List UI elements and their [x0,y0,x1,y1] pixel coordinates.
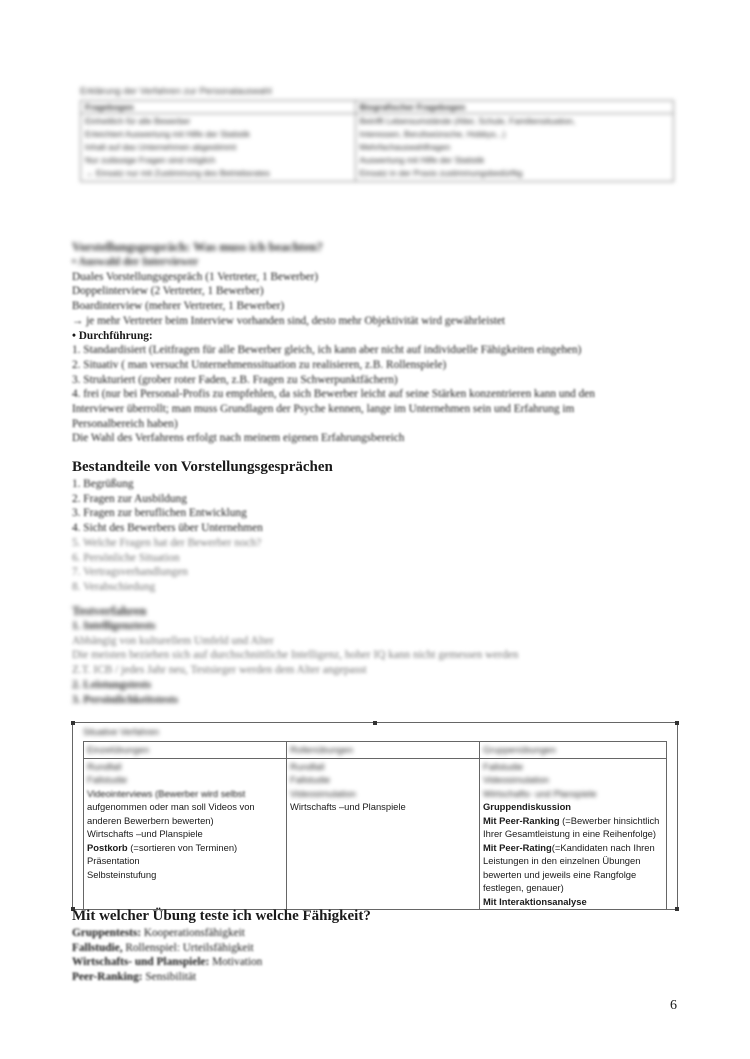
uebung-row [72,941,672,956]
uebung-label: Gruppentests: [72,927,142,939]
table-header: Fragebogen [81,101,356,114]
personalauswahl-table-block [80,86,674,182]
list-item: Videosimulation [290,787,357,799]
auswahl-heading: • Auswahl der Interviewer [72,256,199,268]
text-line: Boardinterview (mehrer Vertreter, 1 Bewerber) [72,300,285,313]
list-item: Mehrfachauswahlfragen [359,142,451,152]
durchfuehrung-heading: • Durchführung: [72,329,153,342]
list-item: 6. Persönliche Situation [72,551,180,564]
peer-rating-text: (=Kandidaten nach Ihren [551,841,655,853]
text-line: 3. Strukturiert (grober roter Faden, z.B. Fragen zu Schwerpunktfächern) [72,373,398,386]
table-cell [355,114,674,182]
list-item: 3. Fragen zur beruflichen Entwicklung [72,507,247,520]
list-item: 8. Verabschiedung [72,580,156,593]
list-item: Wirtschafts –und Planspiele [87,828,203,839]
uebung-row [72,926,672,941]
postkorb-text: (=sortieren von Terminen) [127,841,238,853]
intelligenz-heading: 1. Intelligenztests [72,620,156,632]
list-item: Videointerviews (Bewerber wird selbst [87,787,246,799]
table-header: Biografischer Fragebogen [355,101,674,114]
interview-section [72,239,672,446]
text-line: Doppelinterview (2 Vertreter, 1 Bewerber) [72,285,264,298]
list-item: aufgenommen oder man soll Videos von [87,801,255,812]
page-number: 6 [670,998,677,1013]
list-item: Rundfall [290,760,325,772]
situative-table [83,741,667,910]
table-header: Rollenübungen [287,742,480,759]
list-item: Wirtschafts- und Planspiele [483,787,597,799]
list-item: Inhalt auf das Unternehmen abgestimmt [85,142,237,152]
list-item: 5. Welche Fragen hat der Bewerber noch? [72,536,262,549]
list-item: Einheitlich für alle Bewerber [85,116,191,126]
bestandteile-heading: Bestandteile von Vorstellungsgesprächen [72,459,333,475]
text-line: 4. frei (nur bei Personal-Profis zu empfehlen, da sich Bewerber leicht auf seine Stärken konzentrieren kann und den [72,388,595,401]
list-item: Wirtschafts –und Planspiele [290,801,406,812]
situative-table-block [72,722,678,910]
list-item: → Einsatz nur mit Zustimmung des Betriebsrates [85,168,270,178]
uebung-value: Motivation [209,956,263,969]
table-caption: Situative Verfahren [83,727,160,737]
list-item: Rundfall [87,760,122,772]
uebung-section [72,907,672,985]
table-cell-gruppenuebungen [480,758,667,910]
uebung-heading: Mit welcher Übung teste ich welche Fähigkeit? [72,908,371,924]
personalauswahl-table [80,100,674,182]
table-header: Gruppenübungen [480,742,667,759]
list-item: Ihrer Gesamtleistung in eine Reihenfolge) [483,828,657,839]
list-item: Nur zulässige Fragen sind möglich [85,155,216,165]
list-item: Interessen, Berufswünsche, Hobbys...) [359,129,506,139]
peer-rating-label: Mit Peer-Rating [483,841,552,853]
uebung-row [72,955,672,970]
peer-ranking-text: (=Bewerber hinsichtlich [559,814,660,826]
text-line: Z.T. ICB / jedes Jahr neu, Testsieger werden dem Alter angepasst [72,664,367,677]
uebung-label: Wirtschafts- und Planspiele: [72,956,210,969]
text-line: Duales Vorstellungsgespräch (1 Vertreter, 1 Bewerber) [72,270,319,283]
peer-ranking-label: Mit Peer-Ranking [483,814,560,826]
list-item: Leistungen in den einzelnen Übungen [483,855,641,866]
table-cell [81,114,356,182]
list-item: Betrifft Lebensumstände (Alter, Schule, Familiensituation, [359,116,576,126]
postkorb-label: Postkorb [87,841,128,853]
persoenlichkeit-heading: 3. Persönlichkeitstests [72,693,179,706]
list-item: 2. Fragen zur Ausbildung [72,492,187,505]
list-item: anderen Bewerbern bewerten) [87,814,214,826]
list-item: Mit Interaktionsanalyse [483,895,587,907]
testverfahren-section [72,603,672,707]
list-item: bewerten und jeweils eine Rangfolge [483,868,637,880]
list-item: Auswertung mit Hilfe der Statistik [359,155,485,165]
list-item [483,814,663,828]
list-item: Erleichtert Auswertung mit Hilfe der Statistik [85,129,250,139]
table-caption: Erklärung der Verfahren zur Personalauswahl [80,86,272,97]
table-header: Einzelübungen [84,742,287,759]
list-item: 4. Sicht des Bewerbers über Unternehmen [72,522,263,535]
list-item: 7. Vertragsverhandlungen [72,566,188,579]
leistung-heading: 2. Leistungstests [72,678,152,691]
list-item [87,841,283,855]
text-line: Abhängig von kulturellem Umfeld und Alter [72,634,274,647]
list-item: Präsentation [87,855,140,866]
testverfahren-heading: Testverfahren [72,604,147,618]
text-line: Die meisten beziehen sich auf durchschnittliche Intelligenz, hoher IQ kann nicht gemessen werden [72,649,519,662]
uebung-value: Rollenspiel: Urteilsfähigkeit [122,941,254,954]
text-line: → je mehr Vertreter beim Interview vorhanden sind, desto mehr Objektivität wird gewährleistet [72,314,506,327]
list-item: Fallstudie [483,760,524,772]
list-item: Selbsteinstufung [87,868,157,880]
list-item: 1. Begrüßung [72,478,134,490]
list-item: Fallstudie [290,774,331,785]
interview-heading: Vorstellungsgespräch: Was muss ich beachten? [72,240,323,254]
text-line: Personalbereich haben) [72,417,178,430]
text-line: Interviewer überrollt; man muss Grundlagen der Psyche kennen, lange im Unternehmen sein und Erfahrung im [72,403,575,416]
list-item: Fallstudie [87,774,128,785]
uebung-value: Sensibilität [142,971,197,984]
list-item: Videosimulation [483,774,550,785]
text-line: 2. Situativ ( man versucht Unternehmenssituation zu realisieren, z.B. Rollenspiele) [72,358,447,371]
uebung-label: Fallstudie, [72,941,123,954]
list-item [483,841,663,855]
text-line: 1. Standardisiert (Leitfragen für alle Bewerber gleich, ich kann aber nicht auf individuelle Fähigkeiten eingehen) [72,344,582,357]
list-item: Einsatz in der Praxis zustimmungsbedürftig [359,168,523,178]
bestandteile-section [72,458,672,595]
uebung-value: Kooperationsfähigkeit [141,927,245,939]
table-cell-rollenuebungen [287,758,480,910]
table-cell-einzeluebungen [84,758,287,910]
uebung-row [72,970,672,985]
uebung-label: Peer-Ranking: [72,971,143,984]
text-line: Die Wahl des Verfahrens erfolgt nach meinem eigenen Erfahrungsbereich [72,432,405,445]
list-item: Gruppendiskussion [483,801,572,812]
list-item: festlegen, genauer) [483,882,564,893]
